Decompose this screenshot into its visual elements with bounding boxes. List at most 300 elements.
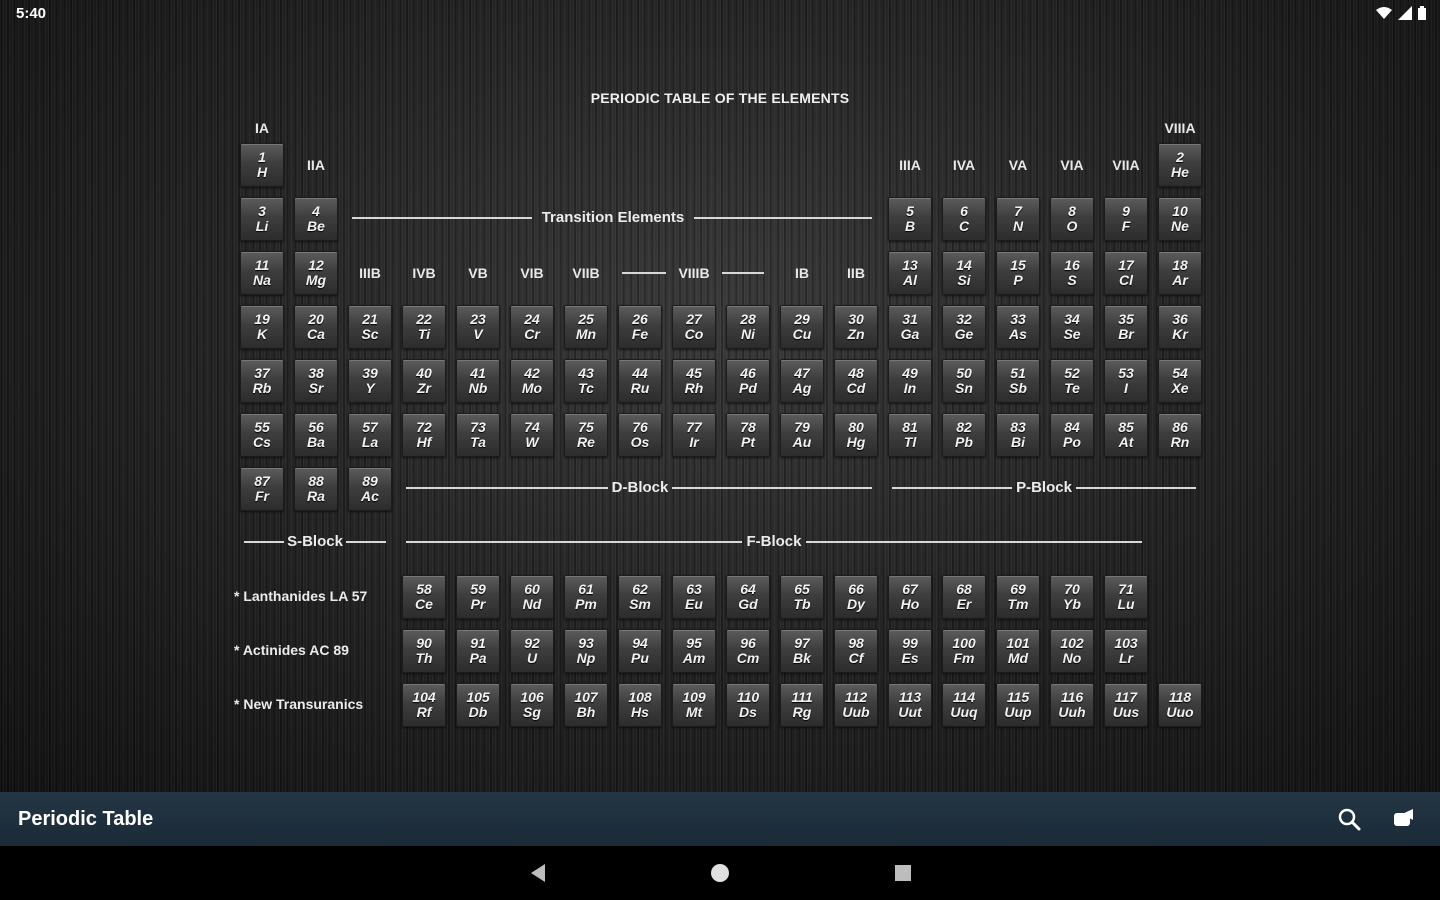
element-symbol: Ac (361, 488, 379, 504)
element-symbol: Pu (631, 650, 649, 666)
element-number: 118 (1168, 689, 1192, 705)
element-number: 46 (740, 365, 756, 381)
element-symbol: Mo (521, 380, 543, 396)
element-number: 77 (686, 419, 702, 435)
element-cell[interactable] (240, 359, 284, 403)
element-symbol: Al (903, 272, 917, 288)
element-cell[interactable] (1104, 683, 1148, 727)
element-symbol: Pm (575, 596, 597, 612)
group-label-ia: IA (255, 120, 269, 136)
element-number: 63 (686, 581, 702, 597)
element-symbol: Ce (415, 596, 433, 612)
element-symbol: Uuq (950, 704, 978, 720)
element-number: 10 (1172, 203, 1188, 219)
element-cell[interactable] (456, 359, 500, 403)
element-symbol: H (256, 164, 268, 180)
element-cell[interactable] (240, 413, 284, 457)
element-symbol: Db (468, 704, 488, 720)
element-number: 23 (470, 311, 486, 327)
home-button[interactable] (706, 860, 734, 886)
element-cell[interactable] (780, 629, 824, 673)
element-symbol: Pr (470, 596, 486, 612)
lanthanides-label: * Lanthanides LA 57 (234, 588, 368, 604)
element-symbol: Md (1007, 650, 1029, 666)
element-number: 50 (956, 365, 972, 381)
element-number: 96 (740, 635, 756, 651)
element-cell[interactable] (564, 629, 608, 673)
element-symbol: Rb (252, 380, 272, 396)
element-number: 38 (308, 365, 324, 381)
element-symbol: Uuh (1058, 704, 1086, 720)
element-cell[interactable] (996, 305, 1040, 349)
group-label-ivb: IVB (412, 265, 436, 281)
transition-line-left (352, 217, 532, 219)
element-cell[interactable] (1104, 197, 1148, 241)
element-cell[interactable] (996, 629, 1040, 673)
element-number: 33 (1010, 311, 1026, 327)
element-symbol: Bk (793, 650, 811, 666)
element-cell[interactable] (456, 683, 500, 727)
element-symbol: Hf (416, 434, 432, 450)
element-symbol: Br (1118, 326, 1134, 342)
element-cell[interactable] (510, 359, 554, 403)
element-cell[interactable] (510, 305, 554, 349)
transuranics-label: * New Transuranics (234, 696, 364, 712)
element-symbol: Cs (253, 434, 271, 450)
element-cell[interactable] (1158, 197, 1202, 241)
element-cell[interactable] (618, 359, 662, 403)
element-cell[interactable] (456, 305, 500, 349)
element-number: 34 (1064, 311, 1080, 327)
element-cell[interactable] (510, 629, 554, 673)
element-cell[interactable] (564, 575, 608, 619)
element-cell[interactable] (618, 305, 662, 349)
element-cell[interactable] (672, 629, 716, 673)
element-symbol: Uuo (1166, 704, 1194, 720)
element-number: 21 (362, 311, 378, 327)
element-symbol: Ru (630, 380, 650, 396)
element-symbol: Ir (689, 434, 699, 450)
element-number: 111 (791, 689, 813, 705)
element-number: 86 (1172, 419, 1188, 435)
element-cell[interactable] (402, 629, 446, 673)
element-number: 14 (956, 257, 972, 273)
element-symbol: Bi (1011, 434, 1025, 450)
back-icon (525, 860, 553, 886)
element-cell[interactable] (1104, 359, 1148, 403)
element-symbol: S (1067, 272, 1077, 288)
element-number: 97 (794, 635, 810, 651)
element-number: 89 (362, 473, 378, 489)
element-cell[interactable] (834, 359, 878, 403)
element-cell[interactable] (996, 575, 1040, 619)
element-number: 72 (416, 419, 432, 435)
element-number: 9 (1122, 203, 1130, 219)
element-cell[interactable] (1158, 251, 1202, 295)
element-cell[interactable] (240, 251, 284, 295)
element-cell[interactable] (1050, 629, 1094, 673)
element-cell[interactable] (564, 305, 608, 349)
element-symbol: Sn (955, 380, 973, 396)
element-number: 45 (686, 365, 702, 381)
element-symbol: Fr (255, 488, 269, 504)
element-symbol: Pb (955, 434, 973, 450)
element-cell[interactable] (888, 575, 932, 619)
element-cell[interactable] (456, 629, 500, 673)
element-number: 48 (848, 365, 864, 381)
element-symbol: O (1066, 218, 1078, 234)
element-number: 3 (258, 203, 266, 219)
element-cell[interactable] (780, 413, 824, 457)
element-cell[interactable] (996, 251, 1040, 295)
element-symbol: Th (415, 650, 433, 666)
element-cell[interactable] (348, 413, 392, 457)
back-button[interactable] (525, 860, 553, 886)
s-block-label: S-Block (287, 533, 343, 550)
element-cell[interactable] (942, 629, 986, 673)
element-symbol: Am (682, 650, 706, 666)
element-symbol: Nd (522, 596, 542, 612)
element-number: 68 (956, 581, 972, 597)
element-number: 20 (308, 311, 324, 327)
element-number: 74 (524, 419, 540, 435)
element-cell[interactable] (510, 413, 554, 457)
p-block-label: P-Block (1016, 479, 1072, 496)
group-label-iiia: IIIA (899, 157, 921, 173)
element-cell[interactable] (942, 305, 986, 349)
element-cell[interactable] (294, 413, 338, 457)
viiib-line-left (622, 272, 666, 274)
element-symbol: Pa (469, 650, 487, 666)
d-block-line-right (672, 487, 872, 489)
element-cell[interactable] (402, 575, 446, 619)
element-number: 55 (254, 419, 270, 435)
element-symbol: He (1171, 164, 1189, 180)
s-block-line-left (244, 541, 284, 543)
element-cell[interactable] (294, 251, 338, 295)
element-cell[interactable] (672, 305, 716, 349)
element-symbol: Kr (1172, 326, 1188, 342)
element-symbol: Sr (308, 380, 324, 396)
element-cell[interactable] (618, 683, 662, 727)
element-cell[interactable] (780, 305, 824, 349)
element-cell[interactable] (348, 467, 392, 511)
element-number: 53 (1118, 365, 1134, 381)
element-cell[interactable] (348, 359, 392, 403)
search-icon (1334, 804, 1364, 834)
element-cell[interactable] (834, 629, 878, 673)
element-cell[interactable] (888, 629, 932, 673)
element-symbol: Mt (685, 704, 703, 720)
element-number: 90 (416, 635, 432, 651)
d-block-label: D-Block (611, 479, 669, 496)
element-number: 81 (902, 419, 918, 435)
element-cell[interactable] (672, 575, 716, 619)
element-cell[interactable] (888, 251, 932, 295)
share-button[interactable] (1388, 804, 1418, 834)
element-cell[interactable] (1104, 251, 1148, 295)
element-cell[interactable] (834, 305, 878, 349)
element-cell[interactable] (942, 197, 986, 241)
element-symbol: Au (792, 434, 812, 450)
element-number: 98 (848, 635, 864, 651)
d-block-line-left (406, 487, 608, 489)
element-number: 67 (902, 581, 918, 597)
element-cell[interactable] (402, 683, 446, 727)
element-cell[interactable] (294, 197, 338, 241)
element-symbol: K (256, 326, 268, 342)
element-cell[interactable] (240, 143, 284, 187)
element-symbol: Sb (1009, 380, 1027, 396)
group-label-iiib: IIIB (359, 265, 381, 281)
group-label-ib: IB (795, 265, 809, 281)
element-number: 101 (1006, 635, 1030, 651)
element-number: 39 (362, 365, 378, 381)
element-symbol: Hg (846, 434, 866, 450)
element-cell[interactable] (996, 359, 1040, 403)
element-cell[interactable] (834, 575, 878, 619)
group-label-viia: VIIA (1112, 157, 1140, 173)
element-number: 47 (794, 365, 810, 381)
element-cell[interactable] (456, 413, 500, 457)
element-number: 114 (952, 689, 976, 705)
signal-icon (1398, 6, 1412, 20)
element-number: 69 (1010, 581, 1026, 597)
group-label-viiia: VIIIA (1164, 120, 1196, 136)
element-cell[interactable] (1158, 305, 1202, 349)
element-cell[interactable] (294, 305, 338, 349)
element-cell[interactable] (726, 575, 770, 619)
element-cell[interactable] (834, 683, 878, 727)
element-number: 87 (254, 473, 270, 489)
element-cell[interactable] (510, 575, 554, 619)
element-cell[interactable] (1104, 575, 1148, 619)
element-number: 6 (960, 203, 968, 219)
element-cell[interactable] (672, 413, 716, 457)
element-number: 44 (632, 365, 648, 381)
element-cell[interactable] (456, 575, 500, 619)
element-symbol: Ho (900, 596, 920, 612)
element-cell[interactable] (348, 305, 392, 349)
f-block-label: F-Block (746, 533, 802, 550)
element-number: 100 (952, 635, 976, 651)
element-number: 27 (686, 311, 702, 327)
element-cell[interactable] (672, 683, 716, 727)
element-number: 107 (574, 689, 598, 705)
element-number: 92 (524, 635, 540, 651)
element-cell[interactable] (1158, 683, 1202, 727)
transition-line-right (694, 217, 872, 219)
element-symbol: Ca (307, 326, 325, 342)
element-number: 61 (578, 581, 594, 597)
element-number: 99 (902, 635, 918, 651)
element-number: 71 (1118, 581, 1134, 597)
element-cell[interactable] (726, 683, 770, 727)
element-cell[interactable] (942, 683, 986, 727)
element-symbol: V (473, 326, 483, 342)
element-symbol: U (526, 650, 538, 666)
element-symbol: Po (1063, 434, 1081, 450)
element-number: 103 (1114, 635, 1138, 651)
element-cell[interactable] (402, 305, 446, 349)
element-number: 95 (686, 635, 702, 651)
element-cell[interactable] (780, 575, 824, 619)
element-cell[interactable] (672, 359, 716, 403)
element-cell[interactable] (564, 413, 608, 457)
element-cell[interactable] (942, 251, 986, 295)
element-symbol: Fm (953, 650, 975, 666)
element-cell[interactable] (942, 413, 986, 457)
element-number: 7 (1014, 203, 1022, 219)
element-cell[interactable] (1050, 683, 1094, 727)
element-cell[interactable] (888, 197, 932, 241)
element-cell[interactable] (618, 629, 662, 673)
element-cell[interactable] (996, 413, 1040, 457)
element-cell[interactable] (402, 413, 446, 457)
element-cell[interactable] (1104, 305, 1148, 349)
group-label-viib: VIIB (572, 265, 600, 281)
element-symbol: Er (956, 596, 972, 612)
transition-elements-label: Transition Elements (541, 209, 685, 226)
p-block-line-left (892, 487, 1012, 489)
element-cell[interactable] (726, 359, 770, 403)
element-symbol: Ba (307, 434, 325, 450)
element-symbol: Re (577, 434, 595, 450)
element-cell[interactable] (402, 359, 446, 403)
element-symbol: Li (255, 218, 269, 234)
element-number: 42 (524, 365, 540, 381)
group-label-iib: IIB (847, 265, 865, 281)
element-cell[interactable] (564, 359, 608, 403)
element-number: 106 (520, 689, 544, 705)
element-cell[interactable] (1050, 305, 1094, 349)
element-symbol: Pt (741, 434, 755, 450)
element-cell[interactable] (888, 305, 932, 349)
element-symbol: Ag (792, 380, 812, 396)
element-cell[interactable] (1104, 413, 1148, 457)
element-number: 75 (578, 419, 594, 435)
element-cell[interactable] (1158, 143, 1202, 187)
wifi-icon (1376, 6, 1392, 20)
s-block-line-right (346, 541, 386, 543)
element-cell[interactable] (726, 413, 770, 457)
element-symbol: Uus (1112, 704, 1140, 720)
element-cell[interactable] (240, 305, 284, 349)
element-symbol: Uut (898, 704, 922, 720)
group-label-viiib: VIIIB (678, 265, 710, 281)
element-symbol: Bh (576, 704, 596, 720)
group-label-va: VA (1008, 157, 1028, 173)
viiib-line-right (722, 272, 764, 274)
element-symbol: Rg (792, 704, 812, 720)
element-symbol: Zn (847, 326, 865, 342)
element-cell[interactable] (726, 305, 770, 349)
search-button[interactable] (1334, 804, 1364, 834)
element-symbol: B (904, 218, 916, 234)
element-cell[interactable] (726, 629, 770, 673)
element-number: 12 (308, 257, 324, 273)
element-symbol: Lu (1117, 596, 1135, 612)
element-number: 52 (1064, 365, 1080, 381)
status-time: 5:40 (16, 5, 47, 22)
element-symbol: As (1009, 326, 1027, 342)
element-cell[interactable] (294, 467, 338, 511)
element-number: 66 (848, 581, 864, 597)
element-cell[interactable] (1050, 413, 1094, 457)
element-symbol: Es (901, 650, 919, 666)
element-cell[interactable] (942, 575, 986, 619)
element-number: 85 (1118, 419, 1134, 435)
element-number: 22 (416, 311, 432, 327)
element-number: 40 (416, 365, 432, 381)
element-cell[interactable] (240, 467, 284, 511)
element-number: 1 (258, 149, 266, 165)
element-cell[interactable] (888, 413, 932, 457)
element-symbol: Eu (685, 596, 703, 612)
element-symbol: At (1118, 434, 1134, 450)
app-bar (0, 792, 1440, 846)
element-number: 79 (794, 419, 810, 435)
element-cell[interactable] (1158, 413, 1202, 457)
element-cell[interactable] (618, 413, 662, 457)
element-symbol: Co (684, 326, 704, 342)
element-cell[interactable] (888, 359, 932, 403)
element-cell[interactable] (834, 413, 878, 457)
status-icons (1376, 6, 1426, 20)
element-cell[interactable] (780, 359, 824, 403)
element-number: 41 (470, 365, 486, 381)
element-number: 28 (740, 311, 756, 327)
element-symbol: Os (630, 434, 650, 450)
element-cell[interactable] (564, 683, 608, 727)
group-label-vib: VIB (520, 265, 544, 281)
element-number: 18 (1172, 257, 1188, 273)
element-number: 4 (312, 203, 320, 219)
element-symbol: Tb (793, 596, 811, 612)
element-cell[interactable] (1050, 251, 1094, 295)
element-symbol: Tm (1007, 596, 1029, 612)
element-cell[interactable] (510, 683, 554, 727)
element-cell[interactable] (1158, 359, 1202, 403)
page-title: PERIODIC TABLE OF THE ELEMENTS (590, 90, 850, 106)
element-cell[interactable] (618, 575, 662, 619)
element-cell[interactable] (240, 197, 284, 241)
element-symbol: Rh (684, 380, 704, 396)
element-symbol: Cl (1119, 272, 1133, 288)
element-number: 115 (1006, 689, 1030, 705)
element-number: 110 (736, 689, 760, 705)
element-cell[interactable] (294, 359, 338, 403)
element-cell[interactable] (1050, 197, 1094, 241)
share-icon (1388, 804, 1418, 834)
element-number: 102 (1060, 635, 1084, 651)
element-cell[interactable] (780, 683, 824, 727)
element-cell[interactable] (996, 197, 1040, 241)
element-symbol: Ta (470, 434, 486, 450)
element-cell[interactable] (1050, 575, 1094, 619)
recents-button[interactable] (889, 860, 917, 886)
element-cell[interactable] (1050, 359, 1094, 403)
element-number: 64 (740, 581, 756, 597)
element-cell[interactable] (1104, 629, 1148, 673)
element-symbol: Si (957, 272, 971, 288)
element-cell[interactable] (888, 683, 932, 727)
element-symbol: Ga (900, 326, 920, 342)
element-number: 93 (578, 635, 594, 651)
element-cell[interactable] (996, 683, 1040, 727)
element-symbol: Ne (1171, 218, 1189, 234)
element-cell[interactable] (942, 359, 986, 403)
